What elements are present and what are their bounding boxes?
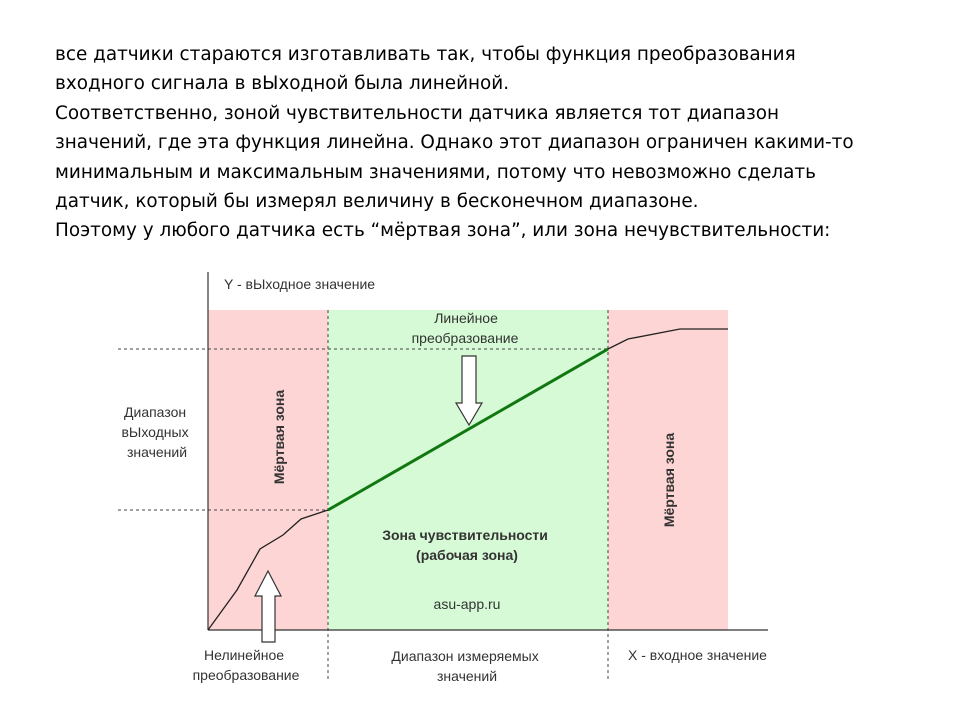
- nonlinear-transform-label: Нелинейное преобразование: [192, 647, 300, 683]
- text-line: все датчики стараются изготавливать так, чтобы функция преобразования: [55, 44, 796, 65]
- text-line: датчик, который бы измерял величину в бесконечном диапазоне.: [55, 191, 699, 213]
- text-line: Поэтому у любого датчика есть “мёртвая зона”, или зона нечувствительности:: [55, 220, 831, 242]
- y-axis-label: Y - вЫходное значение: [224, 276, 376, 292]
- right-dead-zone-label: Мёртвая зона: [661, 432, 677, 528]
- text-line: входного сигнала в вЫходной была линейной.: [55, 73, 510, 95]
- left-dead-zone-label: Мёртвая зона: [271, 389, 287, 485]
- text-line: минимальным и максимальным значениями, потому что невозможно сделать: [55, 161, 816, 183]
- sensitivity-zone-label: Зона чувствительности (рабочая зона): [382, 527, 548, 563]
- x-axis-label: X - входное значение: [628, 647, 767, 663]
- measured-range-label: Диапазон измеряемых значений: [391, 648, 539, 684]
- linear-transform-label: Линейное преобразование: [411, 310, 519, 346]
- watermark: asu-app.ru: [433, 596, 501, 612]
- text-line: значений, где эта функция линейна. Однако этот диапазон ограничен какими-то: [55, 132, 854, 154]
- text-line: Соответственно, зоной чувствительности датчика является тот диапазон: [55, 102, 780, 124]
- output-range-label: Диапазон вЫходных значений: [121, 404, 189, 460]
